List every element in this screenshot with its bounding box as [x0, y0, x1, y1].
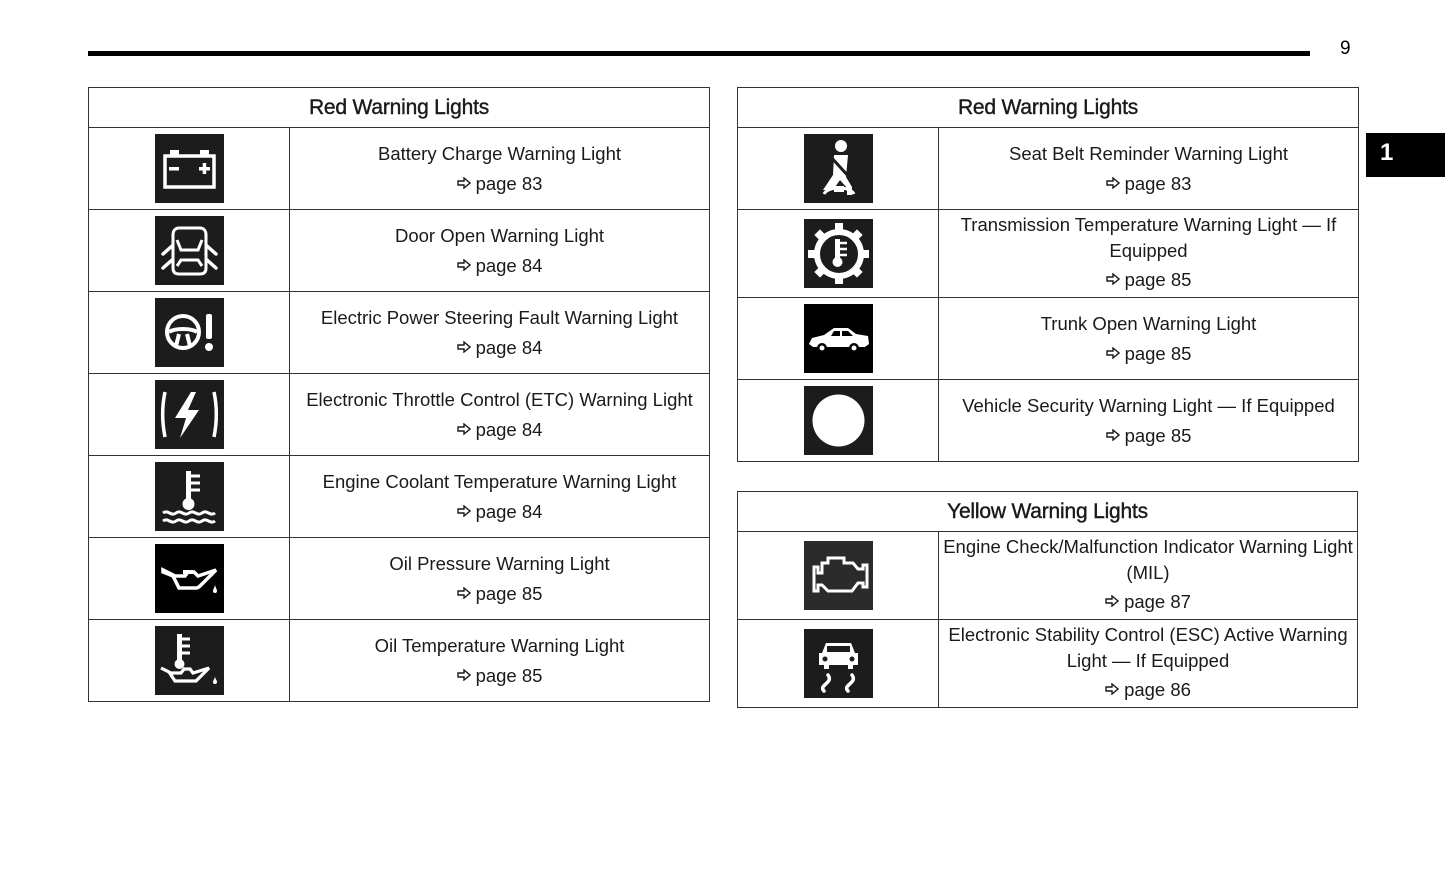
yellow-warning-lights-table [737, 491, 1358, 708]
table-row [738, 620, 1358, 708]
stability-control-icon [804, 629, 873, 698]
table-row [89, 128, 710, 210]
page-reference[interactable]: page 84 [475, 336, 543, 358]
page-number: 9 [1340, 38, 1351, 59]
page-arrow-icon [1105, 595, 1119, 607]
table-title: Red Warning Lights [738, 88, 1359, 128]
steering-fault-icon [155, 298, 224, 367]
page-reference[interactable]: page 84 [475, 500, 543, 522]
page-arrow-icon [1106, 177, 1120, 189]
page-reference[interactable]: page 85 [1124, 342, 1192, 364]
row-label: Trunk Open Warning Light [1040, 312, 1257, 334]
page-reference[interactable]: page 83 [1124, 172, 1192, 194]
page-arrow-icon [457, 505, 471, 517]
red-warning-lights-table-right [737, 87, 1359, 462]
door-open-icon [155, 216, 224, 285]
page-reference[interactable]: page 85 [475, 664, 543, 686]
coolant-temperature-icon [155, 462, 224, 531]
vehicle-security-icon [804, 386, 873, 455]
oil-pressure-icon [155, 544, 224, 613]
page-arrow-icon [1105, 683, 1119, 695]
page-arrow-icon [457, 669, 471, 681]
table-row [89, 620, 710, 702]
page-reference[interactable]: page 85 [1124, 424, 1192, 446]
table-row [738, 532, 1358, 620]
oil-temperature-icon [155, 626, 224, 695]
battery-icon [155, 134, 224, 203]
table-title: Red Warning Lights [89, 88, 710, 128]
table-row [738, 210, 1359, 298]
table-row [89, 210, 710, 292]
page-reference[interactable]: page 86 [1124, 678, 1191, 700]
row-label: Electronic Stability Control (ESC) Active Warning Light — If Equipped [948, 623, 1348, 671]
transmission-temperature-icon [804, 219, 873, 288]
table-row [89, 292, 710, 374]
header-rule [88, 51, 1310, 56]
page-arrow-icon [457, 177, 471, 189]
row-label: Oil Temperature Warning Light [374, 634, 625, 656]
row-label: Oil Pressure Warning Light [389, 552, 610, 574]
row-label: Battery Charge Warning Light [377, 142, 622, 164]
table-row [89, 538, 710, 620]
page-arrow-icon [1106, 347, 1120, 359]
seat-belt-icon [804, 134, 873, 203]
page-arrow-icon [457, 423, 471, 435]
table-row [738, 380, 1359, 462]
page-arrow-icon [1106, 429, 1120, 441]
table-title: Yellow Warning Lights [738, 492, 1358, 532]
table-row [738, 298, 1359, 380]
row-label: Electronic Throttle Control (ETC) Warning Light [306, 388, 693, 410]
engine-check-icon [804, 541, 873, 610]
row-label: Transmission Temperature Warning Light — If Equipped [960, 213, 1337, 261]
table-row [89, 456, 710, 538]
row-label: Door Open Warning Light [394, 224, 605, 246]
row-label: Electric Power Steering Fault Warning Light [320, 306, 679, 328]
row-label: Seat Belt Reminder Warning Light [1008, 142, 1288, 164]
page-arrow-icon [457, 341, 471, 353]
page-arrow-icon [457, 259, 471, 271]
page-reference[interactable]: page 85 [475, 582, 543, 604]
page-reference[interactable]: page 84 [475, 418, 543, 440]
row-label: Engine Check/Malfunction Indicator Warning Light (MIL) [943, 535, 1353, 583]
page-reference[interactable]: page 83 [475, 172, 543, 194]
chapter-tab: 1 [1366, 133, 1445, 177]
table-row [89, 374, 710, 456]
red-warning-lights-table-left [88, 87, 710, 702]
page-arrow-icon [457, 587, 471, 599]
trunk-open-icon [804, 304, 873, 373]
page-reference[interactable]: page 84 [475, 254, 543, 276]
table-row [738, 128, 1359, 210]
row-label: Vehicle Security Warning Light — If Equipped [962, 394, 1335, 416]
page-reference[interactable]: page 87 [1124, 590, 1191, 612]
page-reference[interactable]: page 85 [1124, 268, 1192, 290]
row-label: Engine Coolant Temperature Warning Light [322, 470, 677, 492]
page-arrow-icon [1106, 273, 1120, 285]
throttle-control-icon [155, 380, 224, 449]
